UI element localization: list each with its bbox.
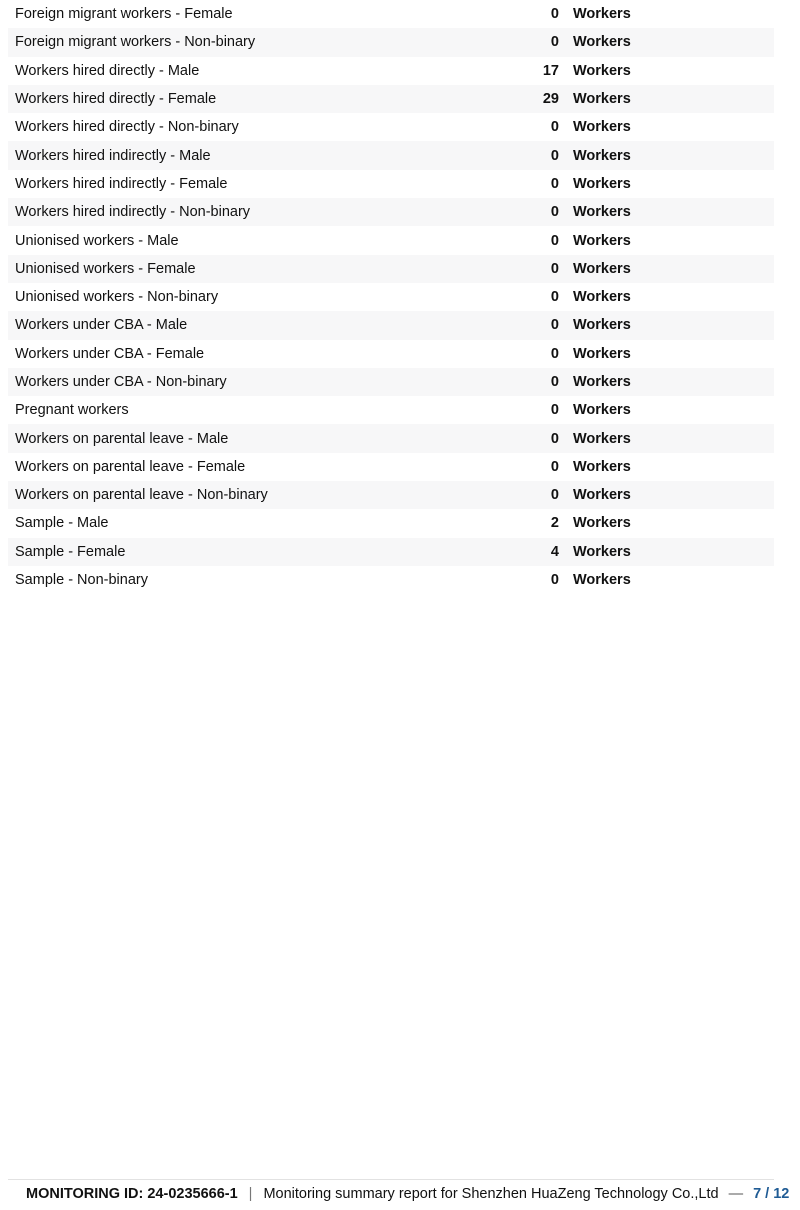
table-row (8, 566, 774, 594)
table-row (8, 113, 774, 141)
table-row (8, 170, 774, 198)
row-unit: Workers (573, 260, 631, 277)
footer-divider (8, 1179, 774, 1180)
row-value: 0 (550, 119, 559, 136)
row-label: Workers on parental leave - Male (15, 430, 229, 447)
row-value: 0 (550, 232, 559, 249)
row-label: Foreign migrant workers - Female (15, 6, 233, 23)
row-unit: Workers (573, 62, 631, 79)
row-label: Workers on parental leave - Female (15, 458, 246, 475)
row-value: 0 (550, 487, 559, 504)
row-value: 17 (542, 62, 559, 79)
row-value: 2 (550, 515, 559, 532)
row-unit: Workers (573, 6, 631, 23)
row-unit: Workers (573, 374, 631, 390)
page-number: 7 / 12 (753, 1186, 790, 1202)
row-unit: Workers (573, 119, 631, 136)
row-unit: Workers (573, 204, 631, 221)
row-label: Pregnant workers (15, 402, 129, 419)
row-value: 0 (550, 345, 559, 362)
row-value: 0 (550, 204, 559, 221)
row-label: Unionised workers - Non-binary (15, 289, 219, 306)
row-label: Workers hired indirectly - Female (15, 175, 228, 192)
row-label: Foreign migrant workers - Non-binary (15, 34, 256, 51)
table-row (8, 198, 774, 226)
row-unit: Workers (573, 402, 631, 419)
row-unit: Workers (573, 543, 631, 560)
row-label: Workers hired indirectly - Non-binary (15, 204, 251, 221)
row-label: Sample - Female (15, 543, 126, 560)
row-value: 0 (550, 458, 559, 475)
row-label: Workers under CBA - Non-binary (15, 374, 227, 390)
table-row (8, 538, 774, 566)
row-label: Unionised workers - Male (15, 232, 179, 249)
table-row (8, 283, 774, 311)
row-label: Workers on parental leave - Non-binary (15, 487, 268, 504)
row-unit: Workers (573, 147, 631, 164)
row-value: 0 (550, 147, 559, 164)
row-value: 0 (550, 572, 559, 589)
row-value: 0 (550, 402, 559, 419)
table-row (8, 424, 774, 452)
row-unit: Workers (573, 91, 631, 108)
row-label: Sample - Male (15, 515, 109, 532)
row-value: 0 (550, 289, 559, 306)
table-row (8, 340, 774, 368)
workers-table (8, 0, 774, 594)
row-value: 0 (550, 317, 559, 334)
monitoring-id: MONITORING ID: 24-0235666-1 (26, 1186, 238, 1202)
row-value: 4 (550, 543, 559, 560)
table-row (8, 368, 774, 396)
footer-separator: | (248, 1186, 253, 1202)
row-value: 0 (550, 374, 559, 390)
row-value: 0 (550, 430, 559, 447)
row-label: Workers hired directly - Female (15, 91, 217, 108)
table-row (8, 141, 774, 169)
row-label: Workers hired indirectly - Male (15, 147, 211, 164)
row-unit: Workers (573, 430, 631, 447)
page-footer (26, 1186, 790, 1202)
row-label: Workers under CBA - Female (15, 345, 205, 362)
row-label: Sample - Non-binary (15, 572, 148, 589)
table-row (8, 0, 774, 28)
table-row (8, 481, 774, 509)
row-label: Workers hired directly - Male (15, 62, 200, 79)
row-unit: Workers (573, 317, 631, 334)
table-row (8, 453, 774, 481)
table-row (8, 85, 774, 113)
row-value: 0 (550, 260, 559, 277)
table-row (8, 28, 774, 56)
row-unit: Workers (573, 175, 631, 192)
row-unit: Workers (573, 34, 631, 51)
row-label: Unionised workers - Female (15, 260, 196, 277)
row-label: Workers under CBA - Male (15, 317, 188, 334)
footer-dash: — (728, 1186, 744, 1202)
row-value: 0 (550, 175, 559, 192)
row-unit: Workers (573, 572, 631, 589)
report-title: Monitoring summary report for Shenzhen HuaZeng Technology Co.,Ltd (263, 1186, 719, 1202)
row-unit: Workers (573, 232, 631, 249)
row-unit: Workers (573, 345, 631, 362)
row-value: 29 (542, 91, 559, 108)
row-value: 0 (550, 34, 559, 51)
row-unit: Workers (573, 487, 631, 504)
row-unit: Workers (573, 458, 631, 475)
table-row (8, 255, 774, 283)
table-row (8, 57, 774, 85)
row-value: 0 (550, 6, 559, 23)
table-row (8, 396, 774, 424)
table-row (8, 311, 774, 339)
row-unit: Workers (573, 515, 631, 532)
table-row (8, 226, 774, 254)
table-row (8, 509, 774, 537)
row-label: Workers hired directly - Non-binary (15, 119, 239, 136)
row-unit: Workers (573, 289, 631, 306)
